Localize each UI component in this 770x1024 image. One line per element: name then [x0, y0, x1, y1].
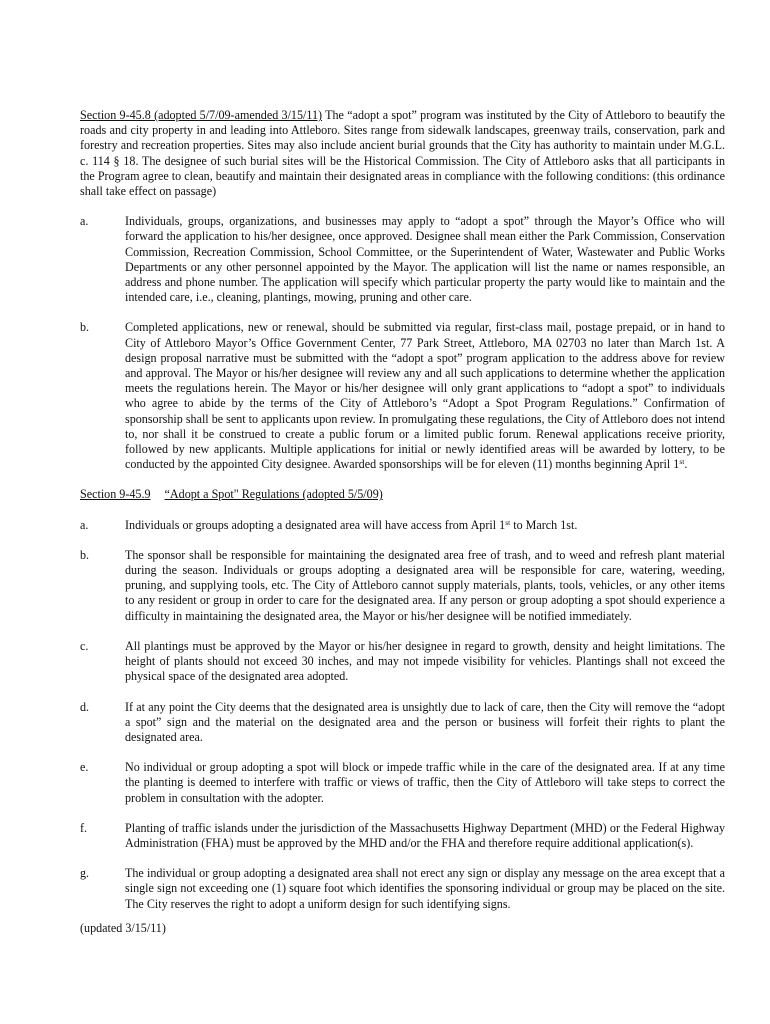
item-label: a. [80, 517, 89, 532]
item-text-body: Individuals or groups adopting a designated area will have access from April 1 [125, 517, 506, 532]
section2-item-g [80, 866, 725, 912]
item-label: a. [80, 214, 89, 229]
section2-item-a [80, 518, 725, 533]
item-text: Individuals, groups, organizations, and businesses may apply to “adopt a spot” through the Mayor’s Office who will forward the application to his/her designee, once approved. Designee shall mean either the Park Commission, Conservation Commission, Recreation Commission, School Committee, or the Superintendent of Water, Wastewater and Public Works Departments or any other personnel appointed by the Mayor. The application will list the name or names responsible, an address and phone number. The application will specify which particular property the party would like to maintain and the intended care, i.e., cleaning, plantings, mowing, pruning and other care. [125, 214, 725, 305]
superscript: st [679, 457, 685, 467]
section1-item-b [80, 320, 725, 472]
item-text [125, 518, 725, 533]
section-heading: Section 9-45.8 (adopted 5/7/09-amended 3/15/11) [80, 108, 323, 122]
item-label: f. [80, 820, 88, 835]
item-text: The sponsor shall be responsible for maintaining the designated area free of trash, and to weed and refresh plant material during the season. Individuals or groups adopting a designated area will be responsible for care, watering, weeding, pruning, and supplying tools, etc. The City of Attleboro cannot supply materials, plants, tools, vehicles, or any other items to any resident or group in order to care for the designated area. If any person or group adopting a spot should experience a difficulty in maintaining the designated area, the Mayor or his/her designee will be notified immediately. [125, 547, 725, 623]
item-text-body: Completed applications, new or renewal, should be submitted via regular, first-class mail, postage prepaid, or in hand to City of Attleboro Mayor’s Office Government Center, 77 Park Street, Attleboro, MA 02703 no later than March 1st. A design proposal narrative must be submitted with the “adopt a spot” program application to the address above for review and approval. The Mayor or his/her designee will review any and all such applications to determine whether the application meets the regulations herein. The Mayor or his/her designee will only grant applications to “adopt a spot” to individuals who agree to abide by the terms of the City of Attleboro’s “Adopt a Spot Program Regulations.” Confirmation of sponsorship shall be sent to applicants upon review. In promulgating these regulations, the City of Attleboro does not intend to, nor shall it be construed to create a public forum or a limited public forum. Renewal applications receive priority, followed by new applicants. Multiple applications for initial or newly identified areas will be awarded by lottery, to be conducted by the appointed City designee. Awarded sponsorships will be for eleven (11) months beginning April 1 [125, 320, 725, 472]
item-label: d. [80, 699, 90, 714]
item-text: Planting of traffic islands under the jurisdiction of the Massachusetts Highway Department (MHD) or the Federal Highway Administration (FHA) must be approved by the MHD and/or the FHA and therefore require additional application(s). [125, 820, 725, 850]
section-9-45-9-heading [80, 487, 725, 502]
section-heading-underlined [80, 487, 383, 501]
item-text: If at any point the City deems that the designated area is unsightly due to lack of care, then the City will remove the “adopt a spot” sign and the material on the designated area and the person or business will forfeit their rights to plant the designated area. [125, 699, 725, 744]
item-label: g. [80, 866, 90, 881]
document-page [80, 108, 725, 936]
item-text [125, 320, 725, 472]
item-text: All plantings must be approved by the Mayor or his/her designee in regard to growth, density and height limitations. The height of plants should not exceed 30 inches, and may not impede visibility for vehicles. Plantings shall not exceed the physical space of the designated area adopted. [125, 638, 725, 684]
updated-note: (updated 3/15/11) [80, 920, 166, 935]
section2-item-e [80, 760, 725, 806]
item-text-tail: to March 1st. [510, 517, 578, 532]
section2-item-b [80, 548, 725, 624]
section2-item-d [80, 700, 725, 746]
item-label: c. [80, 638, 89, 653]
item-label: e. [80, 760, 89, 775]
intro-text: The “adopt a spot” program was instituted by the City of Attleboro to beautify the roads and city property in and leading into Attleboro. Sites range from sidewalk landscapes, greenway trails, conservation, park and forestry and recreation properties. Sites may also include ancient burial grounds that the City has authority to maintain under M.G.L. c. 114 § 18. The designee of such burial sites will be the Historical Commission. The City of Attleboro asks that all participants in the Program agree to clean, beautify and maintain their designated areas in compliance with the following conditions: (this ordinance shall take effect on passage) [80, 108, 725, 199]
section1-item-a [80, 214, 725, 305]
section-title: “Adopt a Spot" Regulations (adopted 5/5/09) [164, 487, 383, 502]
item-label: b. [80, 320, 90, 335]
section2-item-f [80, 821, 725, 851]
section-9-45-8-intro [80, 108, 725, 199]
item-label: b. [80, 547, 90, 562]
item-text: No individual or group adopting a spot will block or impede traffic while in the care of the designated area. If at any time the planting is deemed to interfere with traffic or views of traffic, then the City of Attleboro will take steps to correct the problem in consultation with the adopter. [125, 760, 725, 805]
section2-item-c [80, 639, 725, 685]
section-number: Section 9-45.9 [80, 487, 151, 502]
item-text: The individual or group adopting a designated area shall not erect any sign or display any message on the area except that a single sign not exceeding one (1) square foot which identifies the sponsoring individual or group may be placed on the site. The City reserves the right to adopt a uniform design for such identifying signs. [125, 866, 725, 911]
superscript: st [505, 517, 511, 527]
item-text-tail: . [684, 457, 688, 472]
